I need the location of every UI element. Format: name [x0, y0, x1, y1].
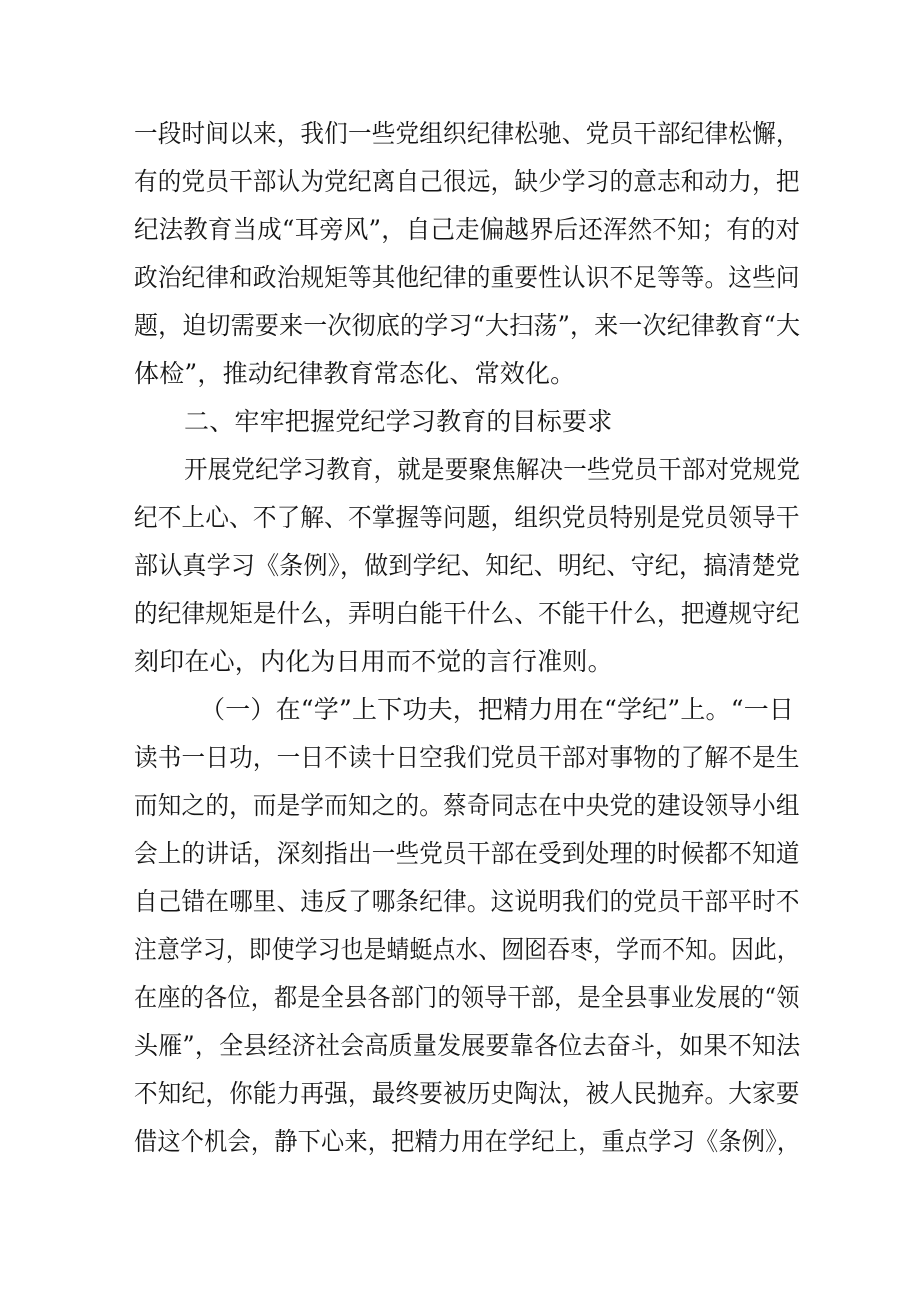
text-line-10: 部认真学习《条例》，做到学纪、知纪、明纪、守纪，搞清楚党	[134, 551, 801, 580]
text-line-21: 不知纪，你能力再强，最终要被历史陶汰，被人民抛弃。大家要	[134, 1079, 800, 1108]
text-line-1: 一段时间以来，我们一些党组织纪律松驰、党员干部纪律松懈，	[134, 119, 800, 148]
text-line-8: 开展党纪学习教育，就是要聚焦解决一些党员干部对党规党	[184, 455, 801, 484]
text-line-22: 借这个机会，静下心来，把精力用在学纪上，重点学习《条例》，	[134, 1127, 801, 1156]
text-line-11: 的纪律规矩是什么，弄明白能干什么、不能干什么，把遵规守纪	[134, 599, 800, 628]
text-line-16: 会上的讲话，深刻指出一些党员干部在受到处理的时候都不知道	[134, 839, 800, 868]
text-line-12: 刻印在心，内化为日用而不觉的言行准则。	[134, 647, 613, 676]
text-line-19: 在座的各位，都是全县各部门的领导干部，是全县事业发展的“领	[134, 983, 800, 1012]
text-line-6: 体检”，推动纪律教育常态化、常效化。	[134, 359, 576, 388]
text-line-3: 纪法教育当成“耳旁风”，自己走偏越界后还浑然不知；有的对	[134, 215, 801, 244]
text-line-4: 政治纪律和政治规矩等其他纪律的重要性认识不足等等。这些问	[134, 263, 800, 292]
text-line-9: 纪不上心、不了解、不掌握等问题，组织党员特别是党员领导干	[134, 503, 800, 532]
text-line-5: 题，迫切需要来一次彻底的学习“大扫荡”，来一次纪律教育“大	[134, 311, 801, 340]
subsection-line-1: （一）在“学”上下功夫，把精力用在“学纪”上。“一日	[200, 695, 795, 724]
text-line-17: 自己错在哪里、违反了哪条纪律。这说明我们的党员干部平时不	[134, 887, 800, 916]
section-heading-2: 二、牢牢把握党纪学习教育的目标要求	[184, 407, 613, 436]
text-line-2: 有的党员干部认为党纪离自己很远，缺少学习的意志和动力，把	[134, 167, 800, 196]
text-line-20: 头雁”，全县经济社会高质量发展要靠各位去奋斗，如果不知法	[134, 1031, 801, 1060]
text-line-14: 读书一日功，一日不读十日空我们党员干部对事物的了解不是生	[134, 743, 800, 772]
text-line-15: 而知之的，而是学而知之的。蔡奇同志在中央党的建设领导小组	[134, 791, 800, 820]
text-line-18: 注意学习，即使学习也是蜻蜓点水、囫囵吞枣，学而不知。因此，	[134, 935, 800, 964]
